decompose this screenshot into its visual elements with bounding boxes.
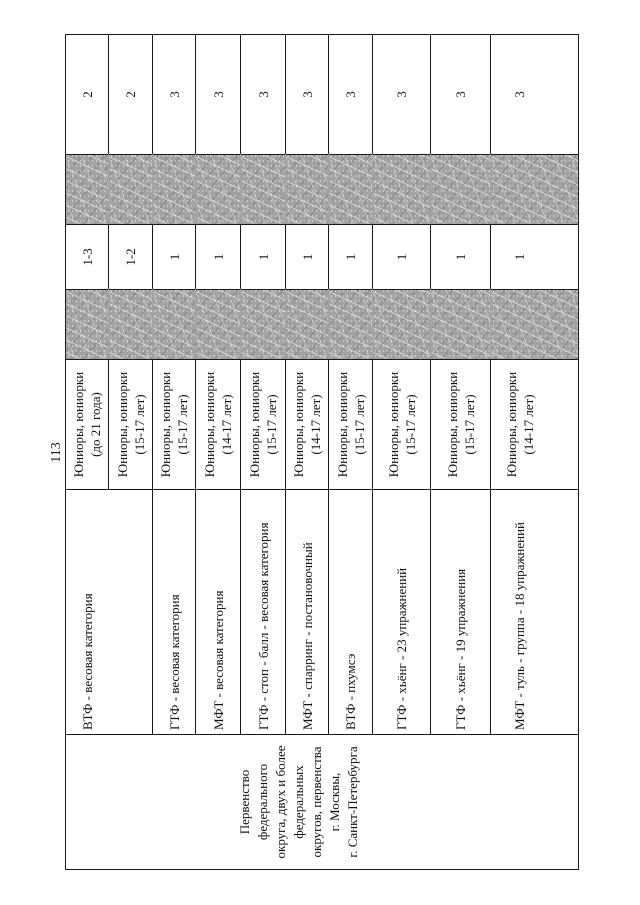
rank-cell: 3 xyxy=(153,35,196,155)
place-cell: 1 xyxy=(286,225,329,290)
rank-cell: 3 xyxy=(286,35,329,155)
age-group-cell: Юниоры, юниорки (14-17 лет) xyxy=(196,360,241,490)
place-cell: 1-3 xyxy=(66,225,109,290)
redacted-cell xyxy=(66,155,109,225)
redacted-cell xyxy=(286,290,329,360)
discipline-cell: МФТ - весовая категория xyxy=(196,490,241,735)
place-cell: 1 xyxy=(196,225,241,290)
age-group-cell: Юниоры, юниорки (15-17 лет) xyxy=(373,360,431,490)
discipline-cell: ВТФ - пхумсэ xyxy=(329,490,373,735)
rank-cell: 2 xyxy=(109,35,153,155)
place-cell: 1 xyxy=(491,225,579,290)
table-row xyxy=(66,35,109,870)
event-cell: Первенство федерального округа, двух и более федеральных округов, первенства г. Москвы, г. Санкт-Петербурга xyxy=(66,735,579,870)
rank-cell: 2 xyxy=(66,35,109,155)
rank-cell: 3 xyxy=(241,35,286,155)
redacted-cell xyxy=(153,155,196,225)
redacted-cell xyxy=(373,155,431,225)
redacted-cell xyxy=(491,155,579,225)
age-group-cell: Юниоры, юниорки (14-17 лет) xyxy=(286,360,329,490)
rank-cell: 3 xyxy=(431,35,491,155)
results-table xyxy=(65,34,579,870)
age-group-cell: Юниоры, юниорки (15-17 лет) xyxy=(241,360,286,490)
discipline-cell: ГТФ - стоп - балл - весовая категория xyxy=(241,490,286,735)
place-cell: 1-2 xyxy=(109,225,153,290)
discipline-cell: ГТФ - весовая категория xyxy=(153,490,196,735)
age-group-cell: Юниоры, юниорки (15-17 лет) xyxy=(329,360,373,490)
place-cell: 1 xyxy=(373,225,431,290)
redacted-cell xyxy=(109,155,153,225)
redacted-cell xyxy=(286,155,329,225)
age-group-cell: Юниоры, юниорки (15-17 лет) xyxy=(153,360,196,490)
age-group-cell: Юниоры, юниорки (до 21 года) xyxy=(66,360,109,490)
rotated-table-frame xyxy=(49,35,578,870)
redacted-cell xyxy=(66,290,109,360)
redacted-cell xyxy=(431,155,491,225)
redacted-cell xyxy=(153,290,196,360)
discipline-cell: ГТФ - хьёнг - 19 упражнения xyxy=(431,490,491,735)
age-group-cell: Юниоры, юниорки (15-17 лет) xyxy=(109,360,153,490)
place-cell: 1 xyxy=(153,225,196,290)
rank-cell: 3 xyxy=(373,35,431,155)
place-cell: 1 xyxy=(431,225,491,290)
discipline-cell: ВТФ - весовая категория xyxy=(66,490,153,735)
rank-cell: 3 xyxy=(329,35,373,155)
age-group-cell: Юниоры, юниорки (14-17 лет) xyxy=(491,360,579,490)
discipline-cell: МФТ - туль - группа - 18 упражнений xyxy=(491,490,579,735)
redacted-cell xyxy=(373,290,431,360)
age-group-cell: Юниоры, юниорки (15-17 лет) xyxy=(431,360,491,490)
rank-cell: 3 xyxy=(491,35,579,155)
discipline-cell: ГТФ - хьёнг - 23 упражнений xyxy=(373,490,431,735)
place-cell: 1 xyxy=(241,225,286,290)
redacted-cell xyxy=(491,290,579,360)
redacted-cell xyxy=(329,290,373,360)
discipline-cell: МФТ - спарринг - постановочный xyxy=(286,490,329,735)
redacted-cell xyxy=(241,155,286,225)
page-number: 113 xyxy=(49,442,64,463)
place-cell: 1 xyxy=(329,225,373,290)
redacted-cell xyxy=(196,290,241,360)
redacted-cell xyxy=(109,290,153,360)
redacted-cell xyxy=(431,290,491,360)
redacted-cell xyxy=(329,155,373,225)
redacted-cell xyxy=(241,290,286,360)
rank-cell: 3 xyxy=(196,35,241,155)
redacted-cell xyxy=(196,155,241,225)
